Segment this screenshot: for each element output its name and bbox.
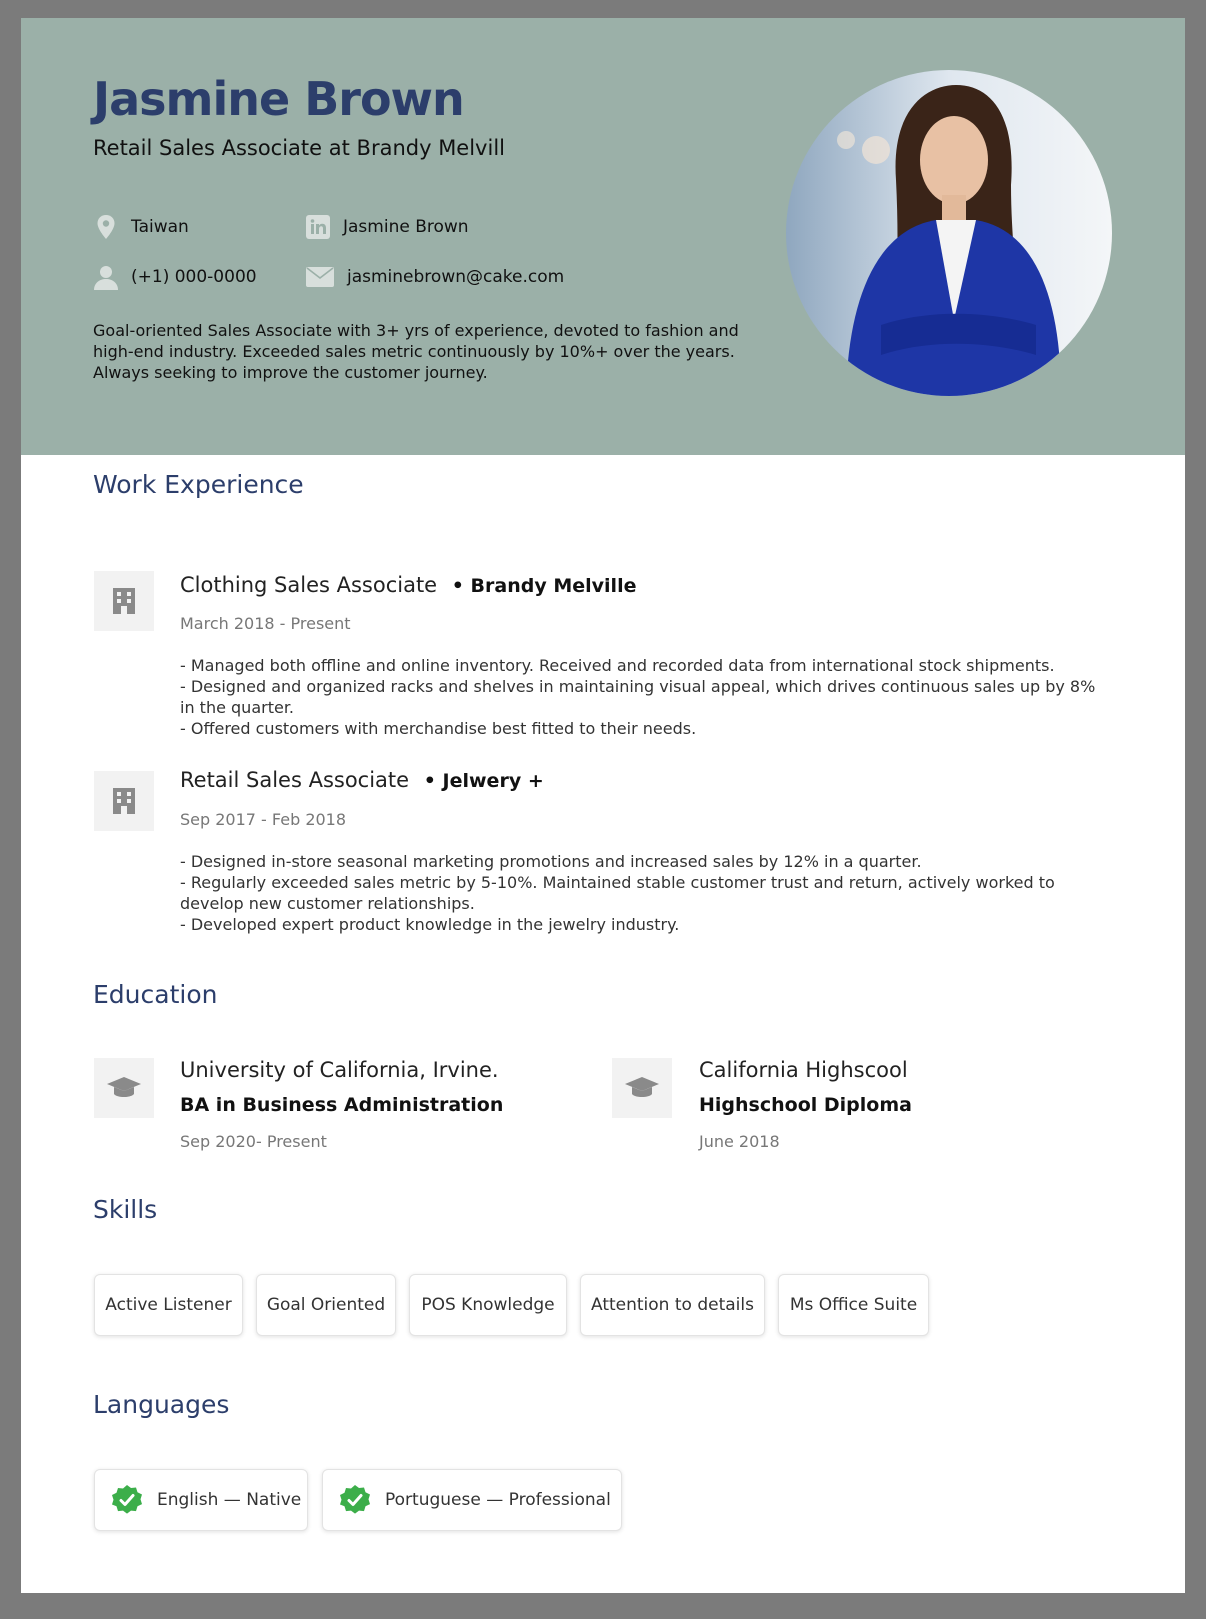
edu-school: California Highscool	[699, 1058, 908, 1082]
verified-check-icon	[111, 1484, 143, 1516]
envelope-icon	[305, 264, 335, 290]
building-icon	[94, 771, 154, 831]
person-icon	[93, 264, 119, 290]
contact-phone	[93, 264, 257, 290]
job-bullet: - Developed expert product knowledge in the jewelry industry.	[180, 915, 680, 934]
job-title-row	[180, 768, 544, 792]
location-text: Taiwan	[131, 217, 189, 237]
education-heading: Education	[93, 980, 218, 1009]
resume-header	[21, 18, 1185, 455]
building-icon	[94, 571, 154, 631]
job-company: • Jelwery +	[423, 770, 544, 792]
language-chip	[94, 1469, 308, 1531]
skill-chip: Active Listener	[94, 1274, 243, 1336]
job-dates: Sep 2017 - Feb 2018	[180, 810, 347, 829]
skill-chip: Ms Office Suite	[778, 1274, 929, 1336]
job-bullets	[180, 655, 1100, 739]
linkedin-icon	[305, 214, 331, 240]
edu-dates: Sep 2020- Present	[180, 1132, 327, 1151]
job-bullet: - Offered customers with merchandise best fitted to their needs.	[180, 719, 697, 738]
job-bullets	[180, 851, 1100, 935]
skill-chip: Attention to details	[580, 1274, 765, 1336]
job-position: Clothing Sales Associate	[180, 573, 438, 597]
work-experience-heading: Work Experience	[93, 470, 304, 499]
candidate-name: Jasmine Brown	[93, 72, 464, 126]
skill-chip: Goal Oriented	[256, 1274, 396, 1336]
language-label: Portuguese — Professional	[385, 1490, 611, 1510]
location-pin-icon	[93, 214, 119, 240]
job-bullet: - Designed in-store seasonal marketing promotions and increased sales by 12% in a quarter.	[180, 852, 922, 871]
language-label: English — Native	[157, 1490, 302, 1510]
graduation-cap-icon	[94, 1058, 154, 1118]
skill-chip: POS Knowledge	[409, 1274, 567, 1336]
skills-heading: Skills	[93, 1195, 158, 1224]
languages-heading: Languages	[93, 1390, 230, 1419]
job-dates: March 2018 - Present	[180, 614, 351, 633]
email-text: jasminebrown@cake.com	[347, 267, 565, 287]
edu-dates: June 2018	[699, 1132, 780, 1151]
verified-check-icon	[339, 1484, 371, 1516]
edu-degree: BA in Business Administration	[180, 1094, 504, 1116]
job-bullet: - Managed both offline and online inventory. Received and recorded data from international stock shipments.	[180, 656, 1055, 675]
contact-email[interactable]	[305, 264, 564, 290]
phone-text: (+1) 000-0000	[131, 267, 257, 287]
contact-location	[93, 214, 189, 240]
job-bullet: - Designed and organized racks and shelves in maintaining visual appeal, which drives continuous sales up by 8% in the quarter.	[180, 677, 1096, 717]
graduation-cap-icon	[612, 1058, 672, 1118]
job-company: • Brandy Melville	[451, 575, 637, 597]
candidate-role: Retail Sales Associate at Brandy Melvill	[93, 136, 505, 160]
job-title-row	[180, 573, 636, 597]
resume-page	[21, 18, 1185, 1593]
edu-school: University of California, Irvine.	[180, 1058, 499, 1082]
linkedin-text: Jasmine Brown	[343, 217, 469, 237]
language-chip	[322, 1469, 622, 1531]
job-position: Retail Sales Associate	[180, 768, 410, 792]
profile-photo	[786, 70, 1112, 396]
edu-degree: Highschool Diploma	[699, 1094, 912, 1116]
profile-summary: Goal-oriented Sales Associate with 3+ yrs of experience, devoted to fashion and high-end industry. Exceeded sales metric continuously by 10%+ over the years. Always seeking to improve the customer journey.	[93, 321, 739, 382]
job-bullet: - Regularly exceeded sales metric by 5-10%. Maintained stable customer trust and return, actively worked to develop new customer relationships.	[180, 873, 1055, 913]
contact-linkedin[interactable]	[305, 214, 469, 240]
